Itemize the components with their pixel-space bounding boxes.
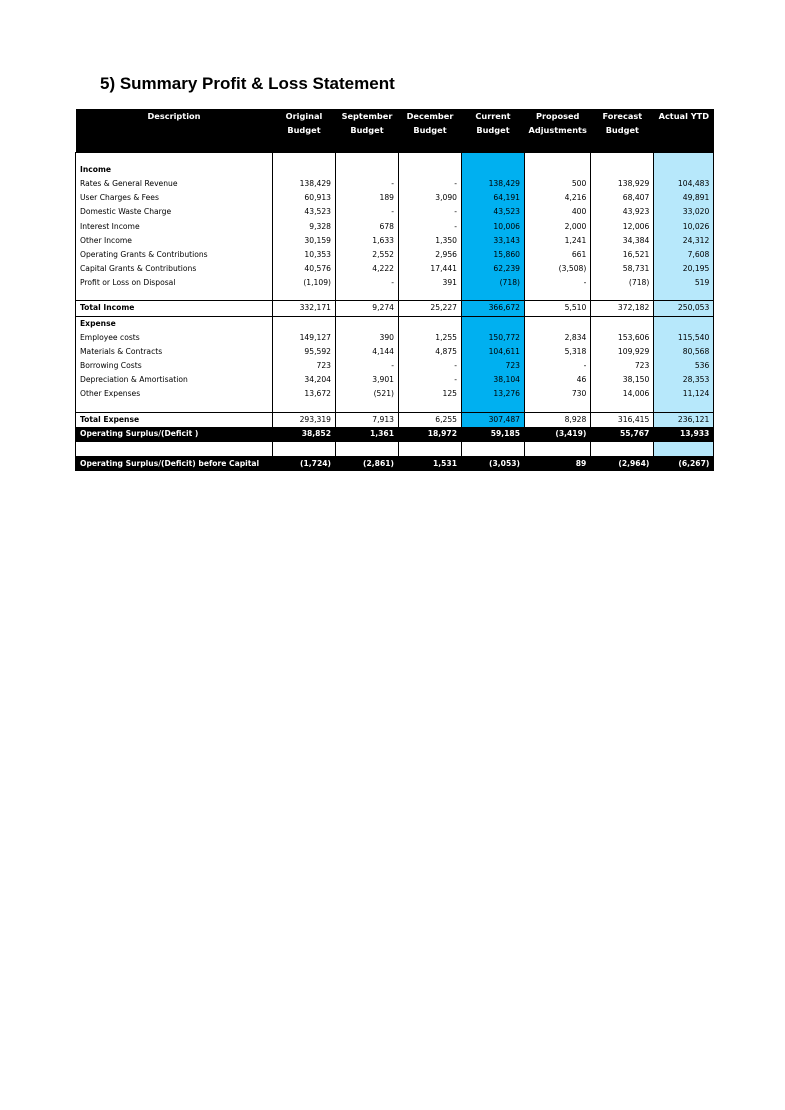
cell-forecast: 14,006: [591, 387, 654, 401]
cell-actual: 115,540: [654, 331, 714, 345]
cell-original: (1,109): [273, 276, 336, 290]
cell-december: 125: [399, 387, 462, 401]
cell-december: 6,255: [399, 412, 462, 427]
cell-current: 150,772: [462, 331, 525, 345]
cell-original: (1,724): [273, 456, 336, 471]
cell-actual: (6,267): [654, 456, 714, 471]
cell-actual: 536: [654, 359, 714, 373]
cell-december: 391: [399, 276, 462, 290]
cell-current: 138,429: [462, 177, 525, 191]
cell-proposed: 730: [525, 387, 591, 401]
cell-forecast: [591, 316, 654, 331]
total-income-row: [76, 301, 714, 316]
section-row: [76, 316, 714, 331]
cell-proposed: 400: [525, 205, 591, 219]
header-original: Original Budget: [273, 109, 336, 153]
header-description: Description: [76, 109, 273, 153]
cell-actual: 13,933: [654, 427, 714, 442]
row-label: Capital Grants & Contributions: [76, 262, 273, 276]
cell-proposed: -: [525, 276, 591, 290]
cell-current: 64,191: [462, 191, 525, 205]
cell-september: 7,913: [336, 412, 399, 427]
row-label: Operating Grants & Contributions: [76, 248, 273, 262]
cell-december: 25,227: [399, 301, 462, 316]
row-label: Interest Income: [76, 220, 273, 234]
cell-forecast: 38,150: [591, 373, 654, 387]
cell-actual: 7,608: [654, 248, 714, 262]
cell-actual: 236,121: [654, 412, 714, 427]
cell-september: -: [336, 205, 399, 219]
cell-december: [399, 402, 462, 413]
cell-forecast: 55,767: [591, 427, 654, 442]
cell-original: [273, 153, 336, 164]
cell-forecast: 372,182: [591, 301, 654, 316]
row-label: Other Income: [76, 234, 273, 248]
cell-december: [399, 163, 462, 177]
header-proposed: Proposed Adjustments: [525, 109, 591, 153]
cell-actual: 28,353: [654, 373, 714, 387]
cell-original: 332,171: [273, 301, 336, 316]
cell-actual: 104,483: [654, 177, 714, 191]
cell-current: 15,860: [462, 248, 525, 262]
cell-september: [336, 441, 399, 456]
cell-actual: 24,312: [654, 234, 714, 248]
cell-original: [273, 290, 336, 301]
cell-original: 60,913: [273, 191, 336, 205]
cell-original: 95,592: [273, 345, 336, 359]
cell-actual: [654, 402, 714, 413]
cell-actual: 250,053: [654, 301, 714, 316]
row-label: Domestic Waste Charge: [76, 205, 273, 219]
cell-original: 30,159: [273, 234, 336, 248]
cell-current: [462, 290, 525, 301]
cell-proposed: (3,508): [525, 262, 591, 276]
cell-december: [399, 441, 462, 456]
cell-original: [273, 163, 336, 177]
cell-december: 3,090: [399, 191, 462, 205]
cell-december: -: [399, 220, 462, 234]
cell-proposed: [525, 441, 591, 456]
row-label: Materials & Contracts: [76, 345, 273, 359]
cell-december: 1,531: [399, 456, 462, 471]
cell-december: 1,255: [399, 331, 462, 345]
cell-december: 4,875: [399, 345, 462, 359]
cell-current: 723: [462, 359, 525, 373]
cell-original: 40,576: [273, 262, 336, 276]
table-row: [76, 359, 714, 373]
cell-forecast: [591, 163, 654, 177]
table-row: [76, 345, 714, 359]
spacer-row: [76, 290, 714, 301]
cell-current: 13,276: [462, 387, 525, 401]
cell-september: (2,861): [336, 456, 399, 471]
cell-proposed: 661: [525, 248, 591, 262]
table-header: [76, 109, 714, 153]
row-label: Borrowing Costs: [76, 359, 273, 373]
cell-forecast: 16,521: [591, 248, 654, 262]
cell-current: [462, 153, 525, 164]
cell-original: [273, 441, 336, 456]
cell-proposed: [525, 290, 591, 301]
cell-current: 10,006: [462, 220, 525, 234]
cell-forecast: 316,415: [591, 412, 654, 427]
cell-forecast: 68,407: [591, 191, 654, 205]
cell-forecast: [591, 402, 654, 413]
cell-proposed: [525, 402, 591, 413]
cell-proposed: 89: [525, 456, 591, 471]
cell-original: 723: [273, 359, 336, 373]
cell-original: 138,429: [273, 177, 336, 191]
cell-forecast: (718): [591, 276, 654, 290]
row-label: Operating Surplus/(Deficit ): [76, 427, 273, 442]
cell-december: [399, 153, 462, 164]
table-row: [76, 373, 714, 387]
cell-proposed: -: [525, 359, 591, 373]
header-forecast: Forecast Budget: [591, 109, 654, 153]
cell-proposed: [525, 316, 591, 331]
cell-proposed: 5,510: [525, 301, 591, 316]
cell-december: 18,972: [399, 427, 462, 442]
cell-september: 4,222: [336, 262, 399, 276]
spacer-row: [76, 402, 714, 413]
cell-forecast: (2,964): [591, 456, 654, 471]
cell-proposed: 46: [525, 373, 591, 387]
cell-actual: 80,568: [654, 345, 714, 359]
cell-forecast: 109,929: [591, 345, 654, 359]
row-label: Operating Surplus/(Deficit) before Capital: [76, 456, 273, 471]
header-september: September Budget: [336, 109, 399, 153]
cell-original: [273, 402, 336, 413]
cell-actual: [654, 153, 714, 164]
cell-forecast: [591, 441, 654, 456]
cell-actual: [654, 163, 714, 177]
cell-current: (718): [462, 276, 525, 290]
table-row: [76, 234, 714, 248]
cell-forecast: 34,384: [591, 234, 654, 248]
cell-september: 678: [336, 220, 399, 234]
cell-september: 1,633: [336, 234, 399, 248]
cell-original: 43,523: [273, 205, 336, 219]
cell-current: 104,611: [462, 345, 525, 359]
cell-september: 2,552: [336, 248, 399, 262]
cell-current: 307,487: [462, 412, 525, 427]
row-label: Employee costs: [76, 331, 273, 345]
cell-actual: [654, 316, 714, 331]
cell-forecast: 58,731: [591, 262, 654, 276]
row-label: Rates & General Revenue: [76, 177, 273, 191]
cell-actual: 519: [654, 276, 714, 290]
cell-proposed: 5,318: [525, 345, 591, 359]
cell-description: [76, 153, 273, 164]
header-actual: Actual YTD: [654, 109, 714, 153]
cell-current: 38,104: [462, 373, 525, 387]
table-row: [76, 177, 714, 191]
cell-proposed: 8,928: [525, 412, 591, 427]
header-december: December Budget: [399, 109, 462, 153]
table-row: [76, 205, 714, 219]
table-row: [76, 248, 714, 262]
spacer-row: [76, 153, 714, 164]
surplus-before-capital-row: [76, 456, 714, 471]
cell-september: [336, 163, 399, 177]
cell-proposed: 2,000: [525, 220, 591, 234]
cell-current: [462, 163, 525, 177]
cell-september: [336, 153, 399, 164]
row-label: User Charges & Fees: [76, 191, 273, 205]
cell-december: 17,441: [399, 262, 462, 276]
header-current: Current Budget: [462, 109, 525, 153]
cell-actual: 49,891: [654, 191, 714, 205]
cell-september: -: [336, 276, 399, 290]
section-row: [76, 163, 714, 177]
cell-original: 10,353: [273, 248, 336, 262]
cell-proposed: 4,216: [525, 191, 591, 205]
cell-original: 293,319: [273, 412, 336, 427]
cell-september: 9,274: [336, 301, 399, 316]
cell-forecast: 43,923: [591, 205, 654, 219]
table-row: [76, 191, 714, 205]
cell-forecast: 138,929: [591, 177, 654, 191]
cell-forecast: 723: [591, 359, 654, 373]
page-title: 5) Summary Profit & Loss Statement: [100, 74, 395, 93]
table-body: [76, 153, 714, 471]
blank-row: [76, 441, 714, 456]
cell-proposed: [525, 153, 591, 164]
table-row: [76, 220, 714, 234]
cell-december: 1,350: [399, 234, 462, 248]
cell-september: 4,144: [336, 345, 399, 359]
cell-september: 1,361: [336, 427, 399, 442]
cell-proposed: 1,241: [525, 234, 591, 248]
cell-current: [462, 402, 525, 413]
cell-proposed: 2,834: [525, 331, 591, 345]
cell-actual: 10,026: [654, 220, 714, 234]
cell-original: 13,672: [273, 387, 336, 401]
cell-original: 38,852: [273, 427, 336, 442]
cell-december: -: [399, 373, 462, 387]
section-label: Expense: [76, 316, 273, 331]
cell-december: -: [399, 177, 462, 191]
cell-december: -: [399, 205, 462, 219]
cell-september: [336, 290, 399, 301]
cell-original: [273, 316, 336, 331]
cell-forecast: [591, 290, 654, 301]
cell-current: 33,143: [462, 234, 525, 248]
cell-actual: [654, 290, 714, 301]
cell-december: [399, 316, 462, 331]
cell-actual: 33,020: [654, 205, 714, 219]
cell-september: 3,901: [336, 373, 399, 387]
cell-current: 43,523: [462, 205, 525, 219]
row-label: Total Expense: [76, 412, 273, 427]
cell-forecast: 12,006: [591, 220, 654, 234]
row-label: Depreciation & Amortisation: [76, 373, 273, 387]
cell-proposed: 500: [525, 177, 591, 191]
cell-forecast: [591, 153, 654, 164]
table-row: [76, 276, 714, 290]
cell-proposed: [525, 163, 591, 177]
cell-description: [76, 402, 273, 413]
cell-current: [462, 316, 525, 331]
cell-september: -: [336, 177, 399, 191]
section-label: Income: [76, 163, 273, 177]
table-row: [76, 262, 714, 276]
cell-december: -: [399, 359, 462, 373]
table-row: [76, 387, 714, 401]
cell-proposed: (3,419): [525, 427, 591, 442]
cell-september: 189: [336, 191, 399, 205]
cell-september: 390: [336, 331, 399, 345]
cell-forecast: 153,606: [591, 331, 654, 345]
cell-current: (3,053): [462, 456, 525, 471]
cell-current: [462, 441, 525, 456]
cell-actual: 11,124: [654, 387, 714, 401]
cell-september: [336, 316, 399, 331]
table-row: [76, 331, 714, 345]
operating-surplus-row: [76, 427, 714, 442]
cell-description: [76, 441, 273, 456]
row-label: Total Income: [76, 301, 273, 316]
cell-original: 34,204: [273, 373, 336, 387]
cell-current: 366,672: [462, 301, 525, 316]
cell-december: 2,956: [399, 248, 462, 262]
row-label: Profit or Loss on Disposal: [76, 276, 273, 290]
cell-september: -: [336, 359, 399, 373]
cell-actual: 20,195: [654, 262, 714, 276]
row-label: Other Expenses: [76, 387, 273, 401]
cell-september: [336, 402, 399, 413]
total-expense-row: [76, 412, 714, 427]
cell-december: [399, 290, 462, 301]
cell-description: [76, 290, 273, 301]
cell-original: 149,127: [273, 331, 336, 345]
profit-loss-table: [75, 109, 714, 471]
cell-current: 59,185: [462, 427, 525, 442]
cell-actual: [654, 441, 714, 456]
cell-current: 62,239: [462, 262, 525, 276]
cell-september: (521): [336, 387, 399, 401]
cell-original: 9,328: [273, 220, 336, 234]
